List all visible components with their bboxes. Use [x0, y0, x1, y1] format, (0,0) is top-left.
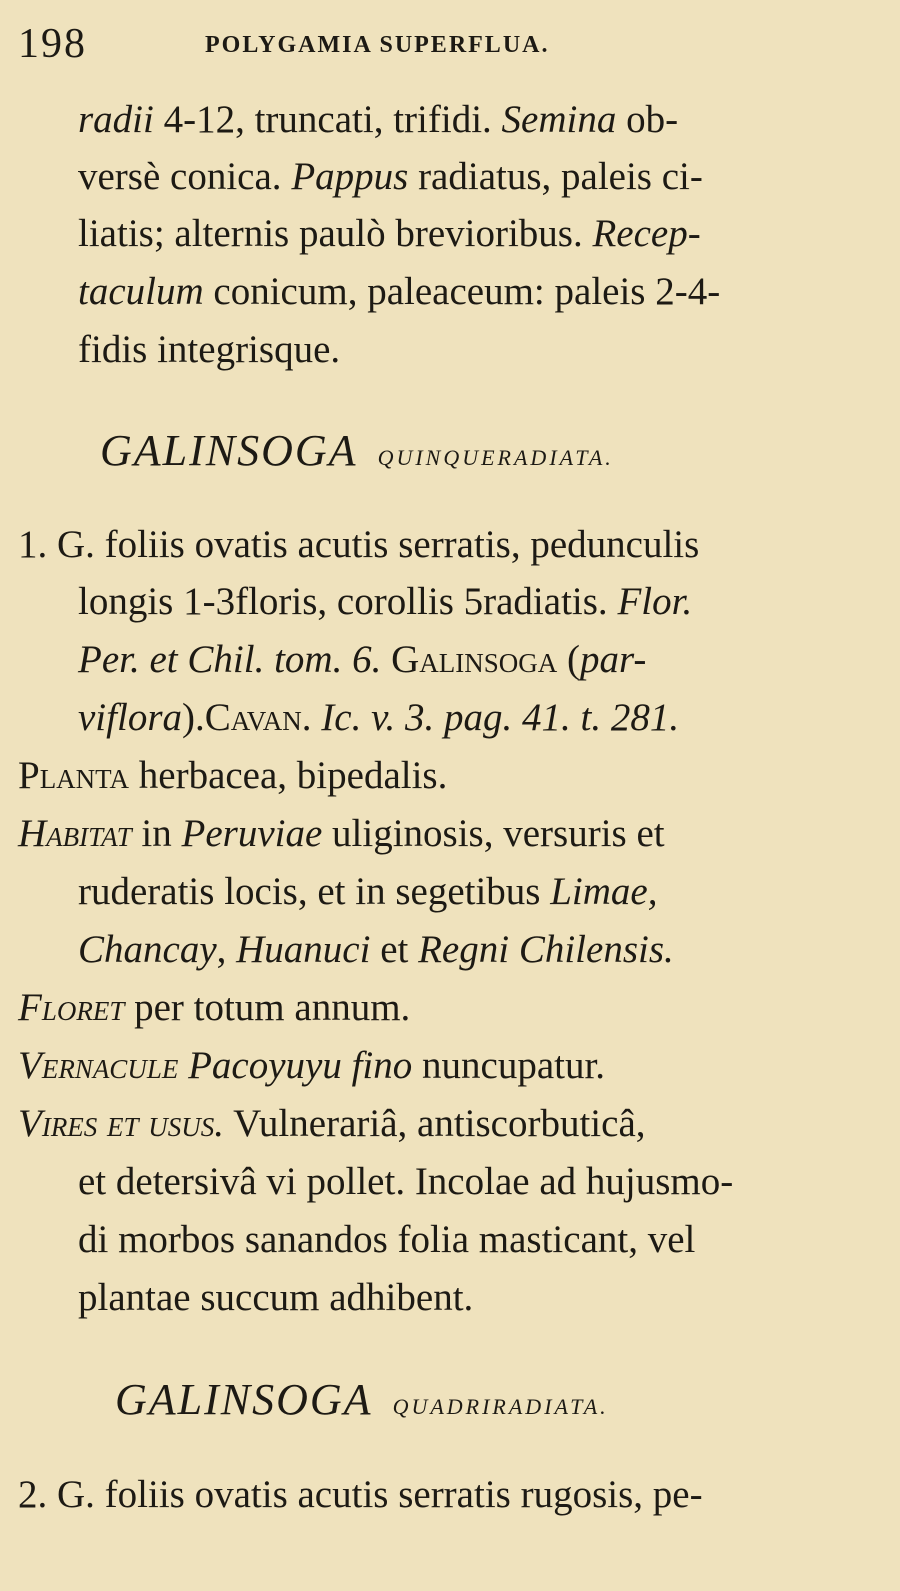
uses-entry: Vires et usus. Vulnerariâ, antiscorbuticâ,	[18, 1102, 646, 1145]
text-line: viflora).Cavan. Ic. v. 3. pag. 41. t. 281.	[78, 696, 680, 739]
text-line: et detersivâ vi pollet. Incolae ad hujusmo-	[78, 1160, 734, 1203]
species-diagnosis: 2. G. foliis ovatis acutis serratis rugosis, pe-	[18, 1473, 703, 1516]
species-heading: GALINSOGA QUADRIRADIATA.	[115, 1375, 609, 1424]
text-line: taculum conicum, paleaceum: paleis 2-4-	[78, 270, 721, 313]
text-line: ruderatis locis, et in segetibus Limae,	[78, 870, 658, 913]
text-line: fidis integrisque.	[78, 328, 341, 371]
page-number: 198	[18, 21, 87, 67]
vernacular-entry: Vernacule Pacoyuyu fino nuncupatur.	[18, 1044, 606, 1087]
text-line: plantae succum adhibent.	[78, 1276, 474, 1319]
planta-entry: Planta herbacea, bipedalis.	[18, 754, 448, 797]
text-line: di morbos sanandos folia masticant, vel	[78, 1218, 696, 1261]
running-title: POLYGAMIA SUPERFLUA.	[205, 32, 550, 58]
text-line: Per. et Chil. tom. 6. Galinsoga (par-	[78, 638, 647, 681]
species-heading: GALINSOGA QUINQUERADIATA.	[100, 426, 614, 475]
text-line: Chancay, Huanuci et Regni Chilensis.	[78, 928, 674, 971]
habitat-entry: Habitat in Peruviae uliginosis, versuris et	[18, 812, 665, 855]
text-line: versè conica. Pappus radiatus, paleis ci-	[78, 155, 703, 198]
text-line: liatis; alternis paulò brevioribus. Recep-	[78, 212, 701, 255]
text-line: radii 4-12, truncati, trifidi. Semina ob-	[78, 98, 679, 141]
floret-entry: Floret per totum annum.	[18, 986, 411, 1029]
text-line: longis 1-3floris, corollis 5radiatis. Flor.	[78, 580, 693, 623]
species-diagnosis: 1. G. foliis ovatis acutis serratis, pedunculis	[18, 523, 700, 566]
